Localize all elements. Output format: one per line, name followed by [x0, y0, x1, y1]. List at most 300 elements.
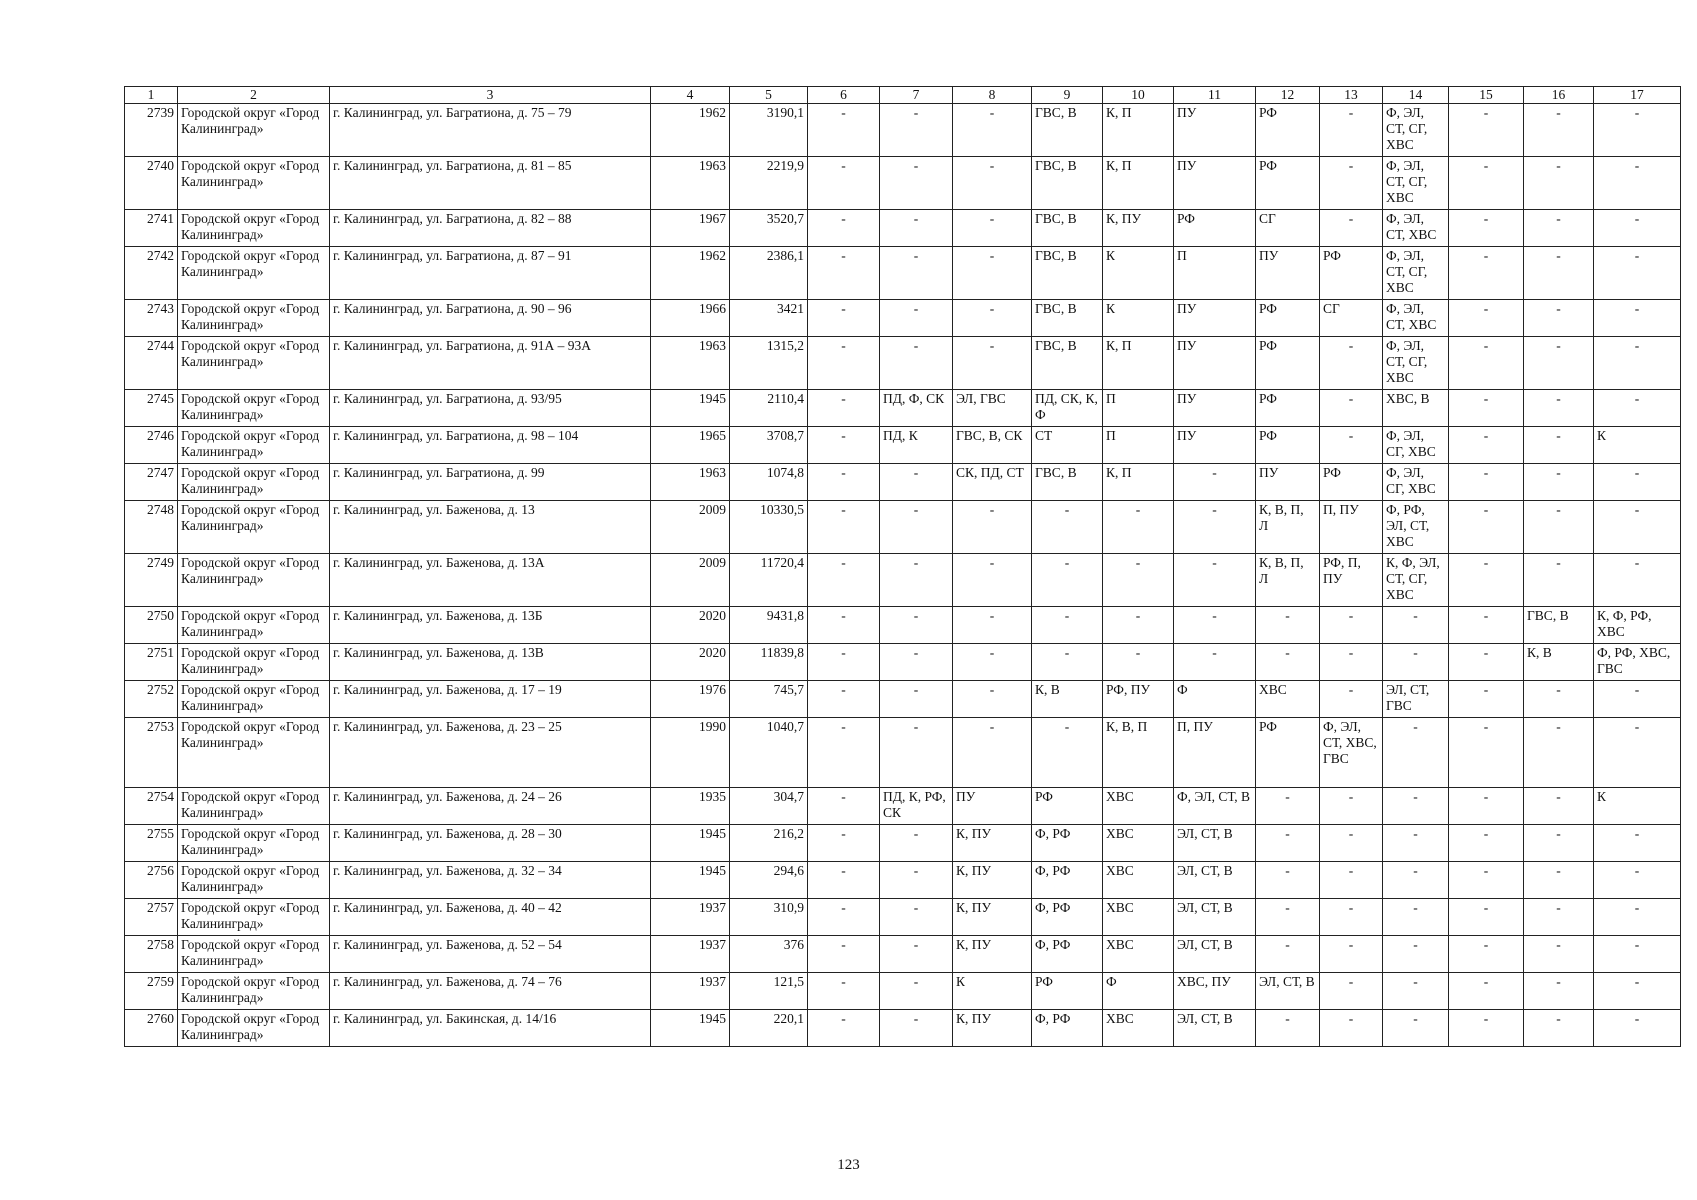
column-header-3: 3: [330, 87, 651, 104]
col-14-cell: -: [1383, 936, 1449, 973]
col-9-cell: ГВС, В: [1032, 157, 1103, 210]
col-17-cell: -: [1594, 104, 1681, 157]
col-16-cell: -: [1524, 210, 1594, 247]
column-header-2: 2: [178, 87, 330, 104]
col-9-cell: ПД, СК, К, Ф: [1032, 390, 1103, 427]
col-13-cell: -: [1320, 681, 1383, 718]
col-13-cell: СГ: [1320, 300, 1383, 337]
col-9-cell: Ф, РФ: [1032, 936, 1103, 973]
col-10-cell: ХВС: [1103, 1010, 1174, 1047]
col-7-cell: ПД, К, РФ, СК: [880, 788, 953, 825]
col-8-cell: К, ПУ: [953, 825, 1032, 862]
col-6-cell: -: [808, 501, 880, 554]
row-number-cell: 2742: [125, 247, 178, 300]
column-header-1: 1: [125, 87, 178, 104]
municipality-cell: Городской округ «Город Калининград»: [178, 390, 330, 427]
col-7-cell: -: [880, 718, 953, 788]
build-year-cell: 1945: [651, 825, 730, 862]
col-16-cell: ГВС, В: [1524, 607, 1594, 644]
address-cell: г. Калининград, ул. Багратиона, д. 82 – 88: [330, 210, 651, 247]
area-cell: 3421: [730, 300, 808, 337]
col-13-cell: -: [1320, 644, 1383, 681]
col-17-cell: -: [1594, 718, 1681, 788]
col-16-cell: -: [1524, 681, 1594, 718]
build-year-cell: 1965: [651, 427, 730, 464]
address-cell: г. Калининград, ул. Баженова, д. 13: [330, 501, 651, 554]
col-13-cell: -: [1320, 973, 1383, 1010]
col-8-cell: -: [953, 644, 1032, 681]
col-14-cell: Ф, ЭЛ, СТ, ХВС: [1383, 210, 1449, 247]
col-16-cell: -: [1524, 973, 1594, 1010]
col-14-cell: ЭЛ, СТ, ГВС: [1383, 681, 1449, 718]
col-10-cell: К, П: [1103, 104, 1174, 157]
col-13-cell: П, ПУ: [1320, 501, 1383, 554]
col-9-cell: ГВС, В: [1032, 300, 1103, 337]
row-number-cell: 2750: [125, 607, 178, 644]
col-6-cell: -: [808, 718, 880, 788]
municipality-cell: Городской округ «Город Калининград»: [178, 607, 330, 644]
col-15-cell: -: [1449, 644, 1524, 681]
col-8-cell: -: [953, 337, 1032, 390]
build-year-cell: 1966: [651, 300, 730, 337]
build-year-cell: 1945: [651, 390, 730, 427]
col-7-cell: -: [880, 644, 953, 681]
col-12-cell: К, В, П, Л: [1256, 554, 1320, 607]
address-cell: г. Калининград, ул. Багратиона, д. 99: [330, 464, 651, 501]
col-17-cell: -: [1594, 247, 1681, 300]
col-16-cell: -: [1524, 104, 1594, 157]
col-17-cell: -: [1594, 210, 1681, 247]
municipality-cell: Городской округ «Город Калининград»: [178, 501, 330, 554]
address-cell: г. Калининград, ул. Багратиона, д. 93/95: [330, 390, 651, 427]
row-number-cell: 2745: [125, 390, 178, 427]
col-14-cell: -: [1383, 1010, 1449, 1047]
municipality-cell: Городской округ «Город Калининград»: [178, 337, 330, 390]
col-16-cell: -: [1524, 247, 1594, 300]
col-7-cell: -: [880, 104, 953, 157]
municipality-cell: Городской округ «Город Калининград»: [178, 464, 330, 501]
row-number-cell: 2741: [125, 210, 178, 247]
municipality-cell: Городской округ «Город Калининград»: [178, 788, 330, 825]
col-13-cell: -: [1320, 390, 1383, 427]
col-6-cell: -: [808, 247, 880, 300]
address-cell: г. Калининград, ул. Баженова, д. 28 – 30: [330, 825, 651, 862]
table-row: [125, 681, 1681, 718]
municipality-cell: Городской округ «Город Калининград»: [178, 718, 330, 788]
col-15-cell: -: [1449, 607, 1524, 644]
column-header-13: 13: [1320, 87, 1383, 104]
col-10-cell: ХВС: [1103, 936, 1174, 973]
col-8-cell: К, ПУ: [953, 936, 1032, 973]
col-17-cell: -: [1594, 936, 1681, 973]
col-11-cell: -: [1174, 501, 1256, 554]
col-12-cell: ПУ: [1256, 247, 1320, 300]
col-15-cell: -: [1449, 788, 1524, 825]
col-17-cell: -: [1594, 554, 1681, 607]
area-cell: 2386,1: [730, 247, 808, 300]
area-cell: 1315,2: [730, 337, 808, 390]
build-year-cell: 2020: [651, 644, 730, 681]
area-cell: 11720,4: [730, 554, 808, 607]
col-8-cell: -: [953, 210, 1032, 247]
column-header-15: 15: [1449, 87, 1524, 104]
col-16-cell: -: [1524, 157, 1594, 210]
col-16-cell: -: [1524, 788, 1594, 825]
col-8-cell: ЭЛ, ГВС: [953, 390, 1032, 427]
col-11-cell: ПУ: [1174, 104, 1256, 157]
table-row: [125, 936, 1681, 973]
col-6-cell: -: [808, 157, 880, 210]
address-cell: г. Калининград, ул. Баженова, д. 13А: [330, 554, 651, 607]
col-7-cell: -: [880, 337, 953, 390]
col-7-cell: -: [880, 157, 953, 210]
col-11-cell: Ф: [1174, 681, 1256, 718]
col-11-cell: ЭЛ, СТ, В: [1174, 936, 1256, 973]
col-13-cell: Ф, ЭЛ, СТ, ХВС, ГВС: [1320, 718, 1383, 788]
municipality-cell: Городской округ «Город Калининград»: [178, 554, 330, 607]
col-17-cell: -: [1594, 464, 1681, 501]
col-16-cell: -: [1524, 825, 1594, 862]
build-year-cell: 1937: [651, 973, 730, 1010]
col-10-cell: К, ПУ: [1103, 210, 1174, 247]
col-14-cell: Ф, ЭЛ, СТ, СГ, ХВС: [1383, 247, 1449, 300]
column-number-row: [125, 87, 1681, 104]
col-12-cell: -: [1256, 862, 1320, 899]
address-cell: г. Калининград, ул. Багратиона, д. 87 – 91: [330, 247, 651, 300]
col-6-cell: -: [808, 936, 880, 973]
col-17-cell: -: [1594, 899, 1681, 936]
col-7-cell: ПД, К: [880, 427, 953, 464]
build-year-cell: 2009: [651, 554, 730, 607]
col-17-cell: -: [1594, 825, 1681, 862]
col-12-cell: ПУ: [1256, 464, 1320, 501]
row-number-cell: 2755: [125, 825, 178, 862]
col-8-cell: -: [953, 300, 1032, 337]
municipality-cell: Городской округ «Город Калининград»: [178, 300, 330, 337]
column-header-14: 14: [1383, 87, 1449, 104]
row-number-cell: 2754: [125, 788, 178, 825]
area-cell: 9431,8: [730, 607, 808, 644]
col-8-cell: -: [953, 554, 1032, 607]
col-15-cell: -: [1449, 104, 1524, 157]
row-number-cell: 2747: [125, 464, 178, 501]
col-13-cell: РФ: [1320, 247, 1383, 300]
col-13-cell: -: [1320, 210, 1383, 247]
col-12-cell: ЭЛ, СТ, В: [1256, 973, 1320, 1010]
address-cell: г. Калининград, ул. Баженова, д. 32 – 34: [330, 862, 651, 899]
col-9-cell: РФ: [1032, 973, 1103, 1010]
area-cell: 294,6: [730, 862, 808, 899]
row-number-cell: 2757: [125, 899, 178, 936]
col-13-cell: -: [1320, 862, 1383, 899]
area-cell: 3708,7: [730, 427, 808, 464]
address-cell: г. Калининград, ул. Баженова, д. 24 – 26: [330, 788, 651, 825]
col-6-cell: -: [808, 788, 880, 825]
column-header-4: 4: [651, 87, 730, 104]
col-11-cell: ЭЛ, СТ, В: [1174, 1010, 1256, 1047]
col-16-cell: -: [1524, 337, 1594, 390]
table-row: [125, 501, 1681, 554]
col-12-cell: РФ: [1256, 157, 1320, 210]
municipality-cell: Городской округ «Город Калининград»: [178, 104, 330, 157]
municipality-cell: Городской округ «Город Калининград»: [178, 644, 330, 681]
col-12-cell: -: [1256, 788, 1320, 825]
col-16-cell: -: [1524, 464, 1594, 501]
col-10-cell: ХВС: [1103, 825, 1174, 862]
col-11-cell: ЭЛ, СТ, В: [1174, 825, 1256, 862]
table-row: [125, 607, 1681, 644]
municipality-cell: Городской округ «Город Калининград»: [178, 862, 330, 899]
col-17-cell: -: [1594, 300, 1681, 337]
build-year-cell: 2020: [651, 607, 730, 644]
col-7-cell: -: [880, 825, 953, 862]
address-cell: г. Калининград, ул. Баженова, д. 74 – 76: [330, 973, 651, 1010]
col-14-cell: -: [1383, 718, 1449, 788]
col-8-cell: К, ПУ: [953, 862, 1032, 899]
column-header-11: 11: [1174, 87, 1256, 104]
col-9-cell: -: [1032, 607, 1103, 644]
col-17-cell: -: [1594, 157, 1681, 210]
col-8-cell: -: [953, 501, 1032, 554]
address-cell: г. Калининград, ул. Баженова, д. 23 – 25: [330, 718, 651, 788]
col-14-cell: -: [1383, 788, 1449, 825]
col-12-cell: -: [1256, 936, 1320, 973]
col-13-cell: -: [1320, 337, 1383, 390]
col-9-cell: -: [1032, 501, 1103, 554]
table-row: [125, 247, 1681, 300]
build-year-cell: 1963: [651, 157, 730, 210]
col-13-cell: -: [1320, 427, 1383, 464]
col-8-cell: К: [953, 973, 1032, 1010]
build-year-cell: 1945: [651, 1010, 730, 1047]
row-number-cell: 2759: [125, 973, 178, 1010]
col-14-cell: Ф, ЭЛ, СТ, СГ, ХВС: [1383, 104, 1449, 157]
col-14-cell: -: [1383, 644, 1449, 681]
col-10-cell: ХВС: [1103, 788, 1174, 825]
build-year-cell: 1945: [651, 862, 730, 899]
col-13-cell: РФ: [1320, 464, 1383, 501]
col-10-cell: К: [1103, 300, 1174, 337]
area-cell: 745,7: [730, 681, 808, 718]
col-7-cell: -: [880, 936, 953, 973]
col-6-cell: -: [808, 607, 880, 644]
col-10-cell: -: [1103, 554, 1174, 607]
area-cell: 3190,1: [730, 104, 808, 157]
col-6-cell: -: [808, 644, 880, 681]
col-9-cell: -: [1032, 644, 1103, 681]
municipality-cell: Городской округ «Город Калининград»: [178, 681, 330, 718]
build-year-cell: 1937: [651, 899, 730, 936]
row-number-cell: 2740: [125, 157, 178, 210]
column-header-8: 8: [953, 87, 1032, 104]
municipality-cell: Городской округ «Город Калининград»: [178, 427, 330, 464]
col-9-cell: РФ: [1032, 788, 1103, 825]
table-row: [125, 718, 1681, 788]
col-7-cell: -: [880, 247, 953, 300]
col-10-cell: П: [1103, 427, 1174, 464]
area-cell: 216,2: [730, 825, 808, 862]
col-14-cell: Ф, РФ, ЭЛ, СТ, ХВС: [1383, 501, 1449, 554]
col-16-cell: -: [1524, 554, 1594, 607]
col-14-cell: -: [1383, 899, 1449, 936]
column-header-7: 7: [880, 87, 953, 104]
col-8-cell: -: [953, 104, 1032, 157]
housing-register-table: [124, 86, 1681, 1047]
col-11-cell: ЭЛ, СТ, В: [1174, 899, 1256, 936]
col-7-cell: -: [880, 681, 953, 718]
table-row: [125, 427, 1681, 464]
col-15-cell: -: [1449, 554, 1524, 607]
col-13-cell: -: [1320, 788, 1383, 825]
col-9-cell: ГВС, В: [1032, 464, 1103, 501]
col-7-cell: -: [880, 554, 953, 607]
col-15-cell: -: [1449, 936, 1524, 973]
municipality-cell: Городской округ «Город Калининград»: [178, 899, 330, 936]
col-9-cell: Ф, РФ: [1032, 1010, 1103, 1047]
col-7-cell: -: [880, 300, 953, 337]
col-7-cell: ПД, Ф, СК: [880, 390, 953, 427]
build-year-cell: 1963: [651, 337, 730, 390]
col-13-cell: -: [1320, 1010, 1383, 1047]
municipality-cell: Городской округ «Город Калининград»: [178, 973, 330, 1010]
area-cell: 1040,7: [730, 718, 808, 788]
col-11-cell: РФ: [1174, 210, 1256, 247]
col-14-cell: ХВС, В: [1383, 390, 1449, 427]
col-11-cell: -: [1174, 464, 1256, 501]
col-16-cell: -: [1524, 501, 1594, 554]
col-17-cell: -: [1594, 862, 1681, 899]
col-10-cell: П: [1103, 390, 1174, 427]
col-11-cell: П, ПУ: [1174, 718, 1256, 788]
row-number-cell: 2760: [125, 1010, 178, 1047]
col-12-cell: -: [1256, 899, 1320, 936]
col-12-cell: РФ: [1256, 337, 1320, 390]
row-number-cell: 2749: [125, 554, 178, 607]
col-7-cell: -: [880, 501, 953, 554]
col-17-cell: -: [1594, 390, 1681, 427]
col-6-cell: -: [808, 337, 880, 390]
col-7-cell: -: [880, 464, 953, 501]
address-cell: г. Калининград, ул. Багратиона, д. 81 – 85: [330, 157, 651, 210]
col-17-cell: К, Ф, РФ, ХВС: [1594, 607, 1681, 644]
col-12-cell: -: [1256, 607, 1320, 644]
col-15-cell: -: [1449, 973, 1524, 1010]
col-14-cell: К, Ф, ЭЛ, СТ, СГ, ХВС: [1383, 554, 1449, 607]
municipality-cell: Городской округ «Город Калининград»: [178, 936, 330, 973]
col-13-cell: -: [1320, 607, 1383, 644]
col-9-cell: ГВС, В: [1032, 337, 1103, 390]
column-header-10: 10: [1103, 87, 1174, 104]
col-17-cell: -: [1594, 337, 1681, 390]
col-11-cell: ПУ: [1174, 390, 1256, 427]
col-12-cell: К, В, П, Л: [1256, 501, 1320, 554]
col-14-cell: -: [1383, 862, 1449, 899]
area-cell: 121,5: [730, 973, 808, 1010]
col-10-cell: ХВС: [1103, 862, 1174, 899]
table-row: [125, 973, 1681, 1010]
col-13-cell: -: [1320, 157, 1383, 210]
col-12-cell: РФ: [1256, 300, 1320, 337]
area-cell: 3520,7: [730, 210, 808, 247]
address-cell: г. Калининград, ул. Баженова, д. 40 – 42: [330, 899, 651, 936]
col-6-cell: -: [808, 825, 880, 862]
col-8-cell: -: [953, 157, 1032, 210]
area-cell: 304,7: [730, 788, 808, 825]
area-cell: 2219,9: [730, 157, 808, 210]
col-8-cell: -: [953, 607, 1032, 644]
table-row: [125, 390, 1681, 427]
build-year-cell: 1962: [651, 104, 730, 157]
col-8-cell: СК, ПД, СТ: [953, 464, 1032, 501]
table-row: [125, 899, 1681, 936]
col-11-cell: -: [1174, 644, 1256, 681]
col-6-cell: -: [808, 427, 880, 464]
row-number-cell: 2739: [125, 104, 178, 157]
area-cell: 2110,4: [730, 390, 808, 427]
col-8-cell: К, ПУ: [953, 899, 1032, 936]
col-10-cell: К, П: [1103, 157, 1174, 210]
col-16-cell: К, В: [1524, 644, 1594, 681]
col-17-cell: -: [1594, 681, 1681, 718]
municipality-cell: Городской округ «Город Калининград»: [178, 247, 330, 300]
page-number: 123: [837, 1157, 860, 1173]
row-number-cell: 2756: [125, 862, 178, 899]
col-9-cell: ГВС, В: [1032, 104, 1103, 157]
col-6-cell: -: [808, 899, 880, 936]
col-6-cell: -: [808, 464, 880, 501]
col-10-cell: ХВС: [1103, 899, 1174, 936]
table-header: [125, 87, 1681, 104]
col-14-cell: Ф, ЭЛ, СТ, СГ, ХВС: [1383, 157, 1449, 210]
table-body: [125, 104, 1681, 1047]
col-7-cell: -: [880, 973, 953, 1010]
col-8-cell: -: [953, 718, 1032, 788]
col-16-cell: -: [1524, 300, 1594, 337]
col-9-cell: ГВС, В: [1032, 210, 1103, 247]
address-cell: г. Калининград, ул. Баженова, д. 13Б: [330, 607, 651, 644]
col-6-cell: -: [808, 1010, 880, 1047]
col-17-cell: -: [1594, 1010, 1681, 1047]
col-7-cell: -: [880, 607, 953, 644]
col-17-cell: Ф, РФ, ХВС, ГВС: [1594, 644, 1681, 681]
table-row: [125, 825, 1681, 862]
col-15-cell: -: [1449, 862, 1524, 899]
table-row: [125, 644, 1681, 681]
col-8-cell: -: [953, 681, 1032, 718]
build-year-cell: 1976: [651, 681, 730, 718]
build-year-cell: 1990: [651, 718, 730, 788]
col-11-cell: ПУ: [1174, 337, 1256, 390]
table-row: [125, 1010, 1681, 1047]
col-12-cell: РФ: [1256, 104, 1320, 157]
col-8-cell: -: [953, 247, 1032, 300]
address-cell: г. Калининград, ул. Багратиона, д. 91А – 93А: [330, 337, 651, 390]
col-12-cell: РФ: [1256, 718, 1320, 788]
col-12-cell: -: [1256, 1010, 1320, 1047]
build-year-cell: 1967: [651, 210, 730, 247]
col-11-cell: П: [1174, 247, 1256, 300]
col-6-cell: -: [808, 554, 880, 607]
col-10-cell: -: [1103, 607, 1174, 644]
municipality-cell: Городской округ «Город Калининград»: [178, 825, 330, 862]
col-14-cell: Ф, ЭЛ, СТ, ХВС: [1383, 300, 1449, 337]
row-number-cell: 2751: [125, 644, 178, 681]
address-cell: г. Калининград, ул. Баженова, д. 52 – 54: [330, 936, 651, 973]
col-6-cell: -: [808, 300, 880, 337]
col-11-cell: ЭЛ, СТ, В: [1174, 862, 1256, 899]
col-11-cell: ПУ: [1174, 300, 1256, 337]
col-14-cell: Ф, ЭЛ, СГ, ХВС: [1383, 464, 1449, 501]
